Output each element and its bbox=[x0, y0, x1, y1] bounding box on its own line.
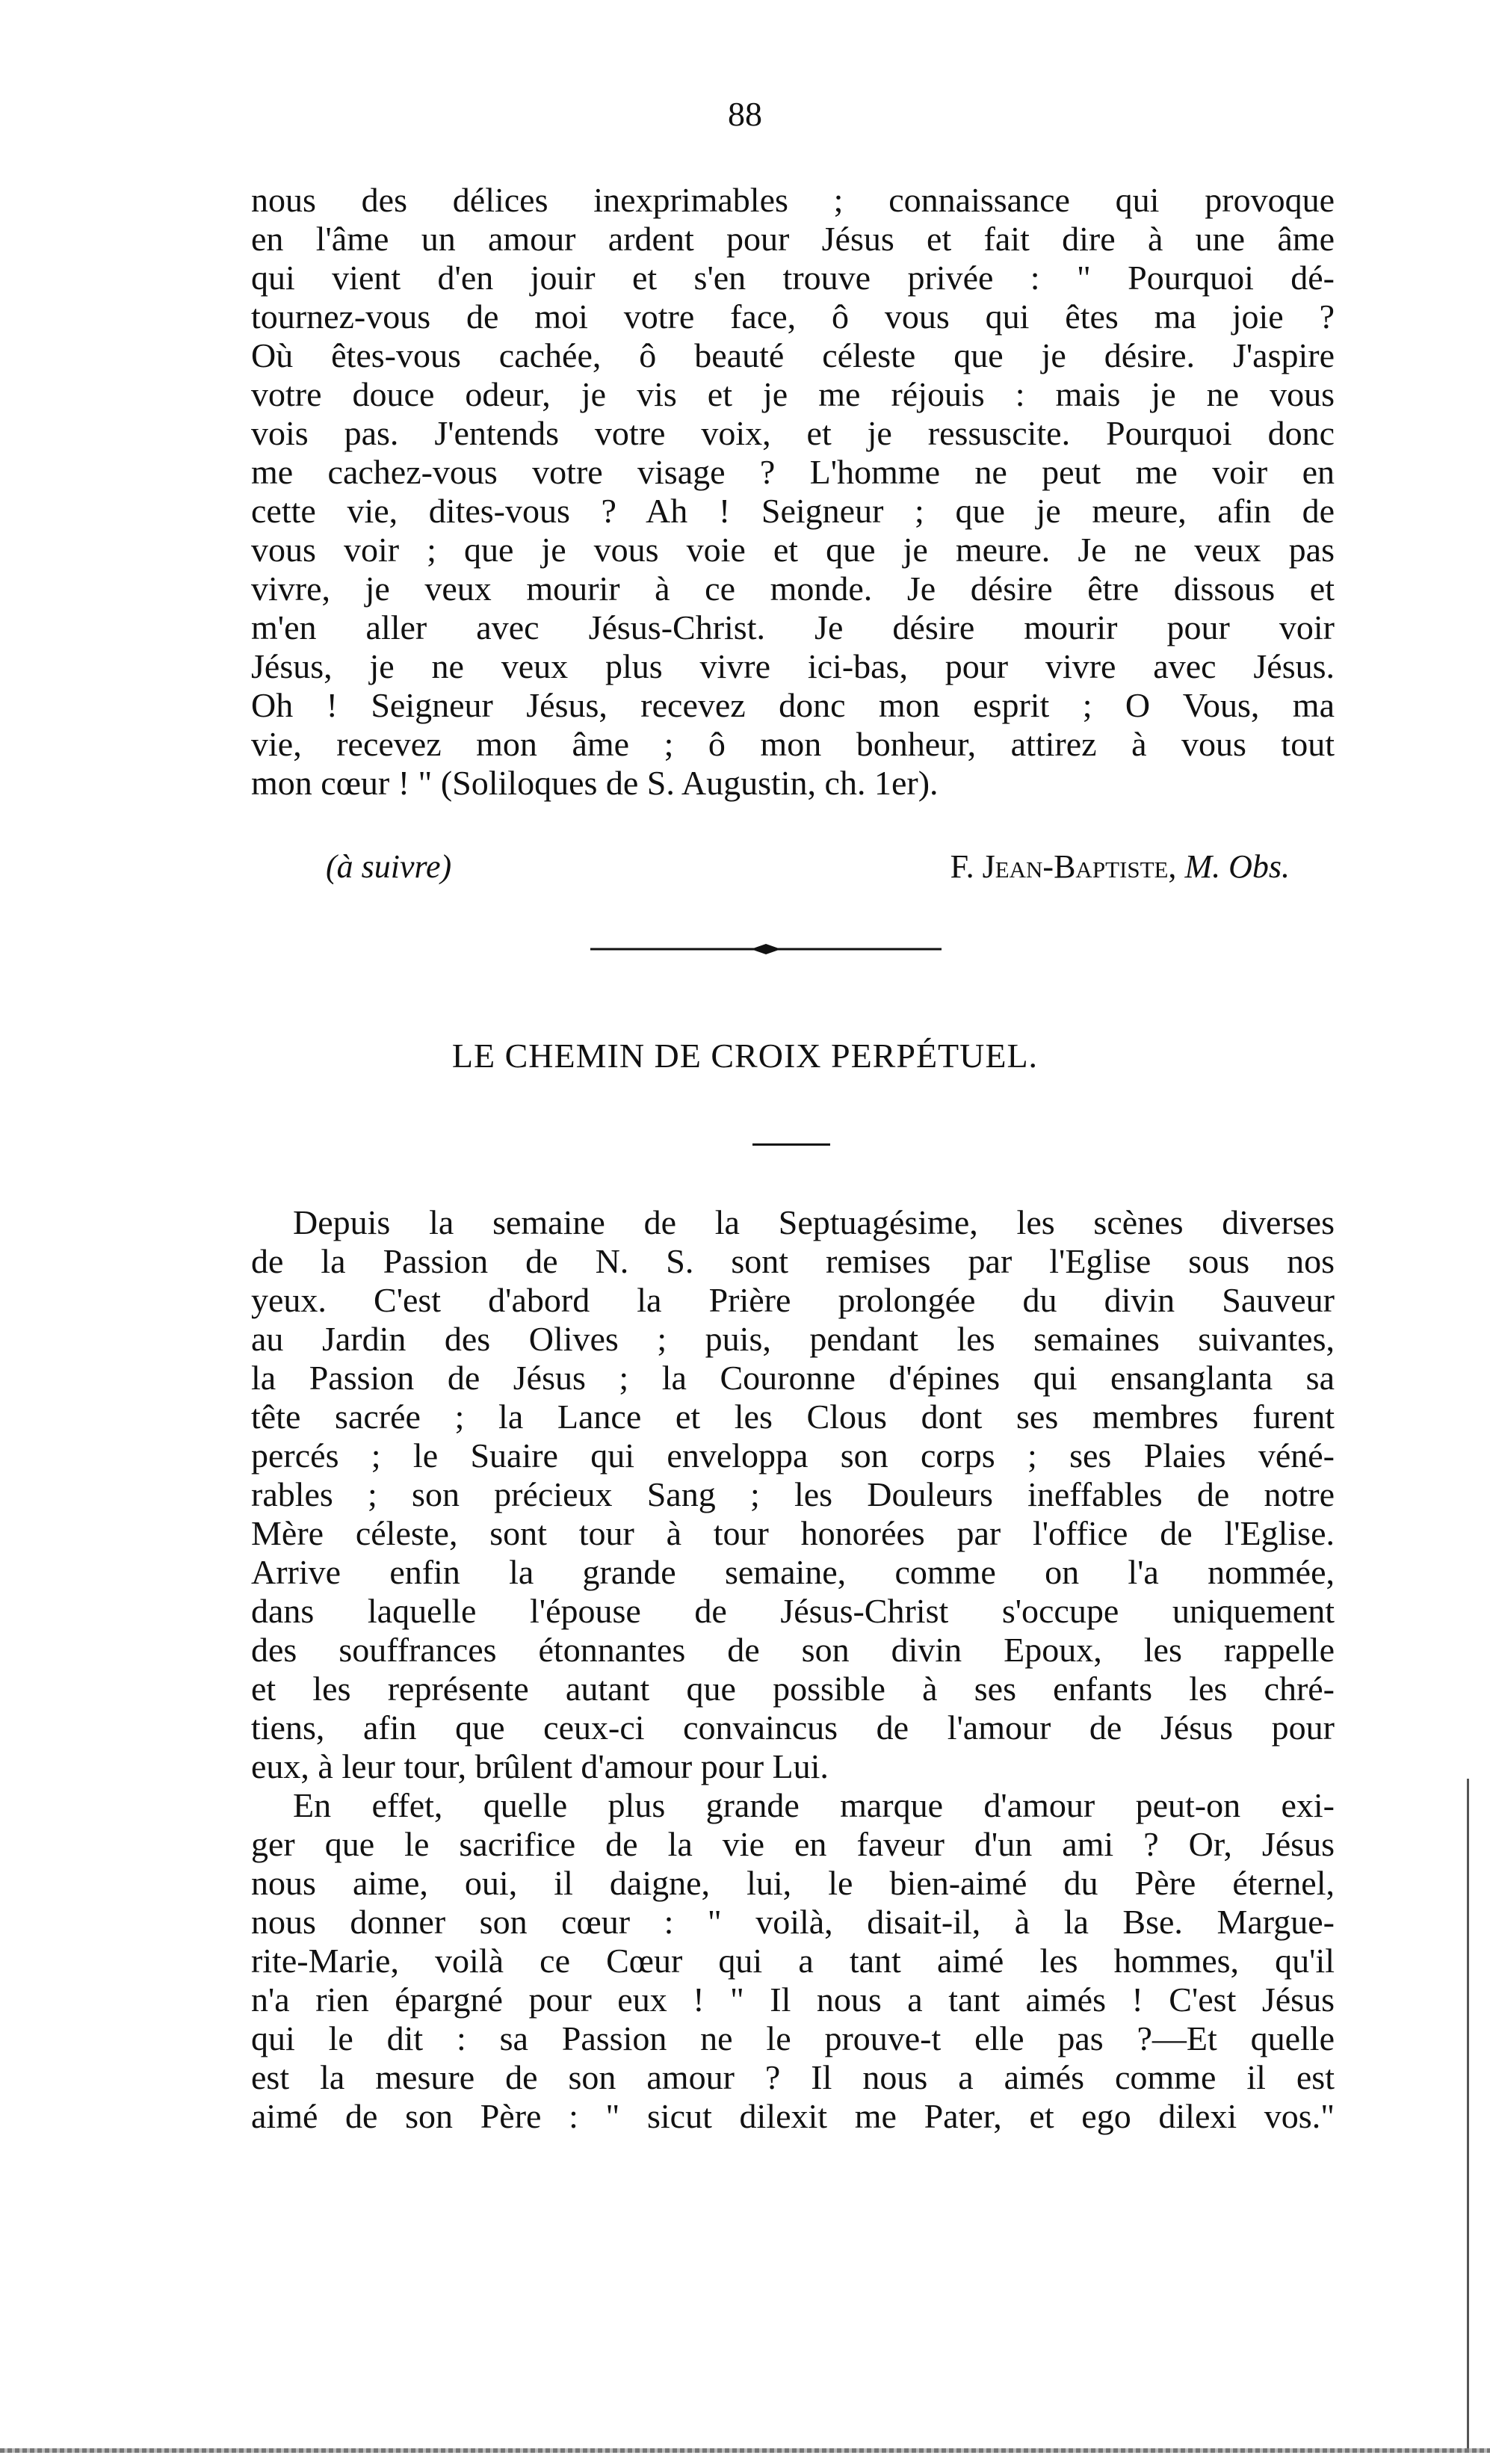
text-line: Oh ! Seigneur Jésus, recevez donc mon esprit ; O Vous, ma bbox=[251, 686, 1335, 724]
text-line: vois pas. J'entends votre voix, et je ressuscite. Pourquoi donc bbox=[251, 414, 1335, 452]
text-line: cette vie, dites-vous ? Ah ! Seigneur ; que je meure, afin de bbox=[251, 492, 1335, 530]
text-line: rables ; son précieux Sang ; les Douleurs ineffables de notre bbox=[251, 1475, 1335, 1513]
page-edge-right bbox=[1467, 1779, 1469, 2451]
text-line: est la mesure de son amour ? Il nous a aimés comme il est bbox=[251, 2058, 1335, 2096]
text-line: eux, à leur tour, brûlent d'amour pour Lui. bbox=[251, 1747, 829, 1785]
text-line: nous des délices inexprimables ; connaissance qui provoque bbox=[251, 181, 1335, 219]
text-line: Depuis la semaine de la Septuagésime, les scènes diverses bbox=[293, 1203, 1335, 1241]
text-line: vie, recevez mon âme ; ô mon bonheur, attirez à vous tout bbox=[251, 725, 1335, 763]
text-line: Mère céleste, sont tour à tour honorées par l'office de l'Eglise. bbox=[251, 1514, 1335, 1552]
text-line: qui le dit : sa Passion ne le prouve-t elle pas ?—Et quelle bbox=[251, 2019, 1335, 2057]
text-line: nous donner son cœur : " voilà, disait-il, à la Bse. Margue- bbox=[251, 1903, 1335, 1941]
text-line: rite-Marie, voilà ce Cœur qui a tant aimé les hommes, qu'il bbox=[251, 1942, 1335, 1980]
text-line: votre douce odeur, je vis et je me réjouis : mais je ne vous bbox=[251, 375, 1335, 413]
text-line: de la Passion de N. S. sont remises par l'Eglise sous nos bbox=[251, 1242, 1335, 1280]
signature-row bbox=[326, 848, 1290, 886]
text-line: tête sacrée ; la Lance et les Clous dont ses membres furent bbox=[251, 1398, 1335, 1436]
text-line: tournez-vous de moi votre face, ô vous qui êtes ma joie ? bbox=[251, 297, 1335, 336]
title-rule bbox=[752, 1143, 830, 1146]
text-line: Où êtes-vous cachée, ô beauté céleste que je désire. J'aspire bbox=[251, 336, 1335, 374]
text-line: nous aime, oui, il daigne, lui, le bien-aimé du Père éternel, bbox=[251, 1864, 1335, 1902]
text-line: yeux. C'est d'abord la Prière prolongée du divin Sauveur bbox=[251, 1281, 1335, 1319]
paragraph-1 bbox=[251, 1203, 1335, 1786]
text-line: aimé de son Père : " sicut dilexit me Pater, et ego dilexi vos." bbox=[251, 2097, 1335, 2135]
text-line: dans laquelle l'épouse de Jésus-Christ s'occupe uniquement bbox=[251, 1592, 1335, 1630]
text-line: m'en aller avec Jésus-Christ. Je désire mourir pour voir bbox=[251, 608, 1335, 646]
text-line: me cachez-vous votre visage ? L'homme ne peut me voir en bbox=[251, 453, 1335, 491]
text-line: vous voir ; que je vous voie et que je meure. Je ne veux pas bbox=[251, 531, 1335, 569]
text-line: Jésus, je ne veux plus vivre ici-bas, pour vivre avec Jésus. bbox=[251, 647, 1335, 685]
text-line: Arrive enfin la grande semaine, comme on l'a nommée, bbox=[251, 1553, 1335, 1591]
section-title: LE CHEMIN DE CROIX PERPÉTUEL. bbox=[451, 1037, 1039, 1075]
text-line: mon cœur ! " (Soliloques de S. Augustin, ch. 1er). bbox=[251, 764, 939, 802]
paragraph-2 bbox=[251, 1786, 1335, 2136]
text-line: la Passion de Jésus ; la Couronne d'épines qui ensanglanta sa bbox=[251, 1359, 1335, 1397]
opening-text bbox=[251, 181, 1335, 803]
text-line: qui vient d'en jouir et s'en trouve privée : " Pourquoi dé- bbox=[251, 259, 1335, 297]
text-line: tiens, afin que ceux-ci convaincus de l'amour de Jésus pour bbox=[251, 1708, 1335, 1747]
text-line: et les représente autant que possible à ses enfants les chré- bbox=[251, 1670, 1335, 1708]
page-number: 88 bbox=[728, 95, 762, 133]
text-line: ger que le sacrifice de la vie en faveur d'un ami ? Or, Jésus bbox=[251, 1825, 1335, 1863]
text-line: En effet, quelle plus grande marque d'amour peut-on exi- bbox=[293, 1786, 1335, 1824]
author-signature bbox=[950, 848, 1290, 886]
text-line: au Jardin des Olives ; puis, pendant les semaines suivantes, bbox=[251, 1320, 1335, 1358]
page-edge-bottom bbox=[0, 2448, 1490, 2453]
text-line: en l'âme un amour ardent pour Jésus et fait dire à une âme bbox=[251, 220, 1335, 258]
continued-note: (à suivre) bbox=[326, 848, 452, 885]
author-order: M. Obs. bbox=[1184, 848, 1290, 885]
author-name: F. Jean-Baptiste, bbox=[950, 848, 1177, 885]
text-line: vivre, je veux mourir à ce monde. Je désire être dissous et bbox=[251, 569, 1335, 608]
text-line: n'a rien épargné pour eux ! " Il nous a tant aimés ! C'est Jésus bbox=[251, 1980, 1335, 2019]
text-line: percés ; le Suaire qui enveloppa son corps ; ses Plaies véné- bbox=[251, 1436, 1335, 1475]
ornament-divider bbox=[590, 943, 942, 955]
text-line: des souffrances étonnantes de son divin Epoux, les rappelle bbox=[251, 1631, 1335, 1669]
